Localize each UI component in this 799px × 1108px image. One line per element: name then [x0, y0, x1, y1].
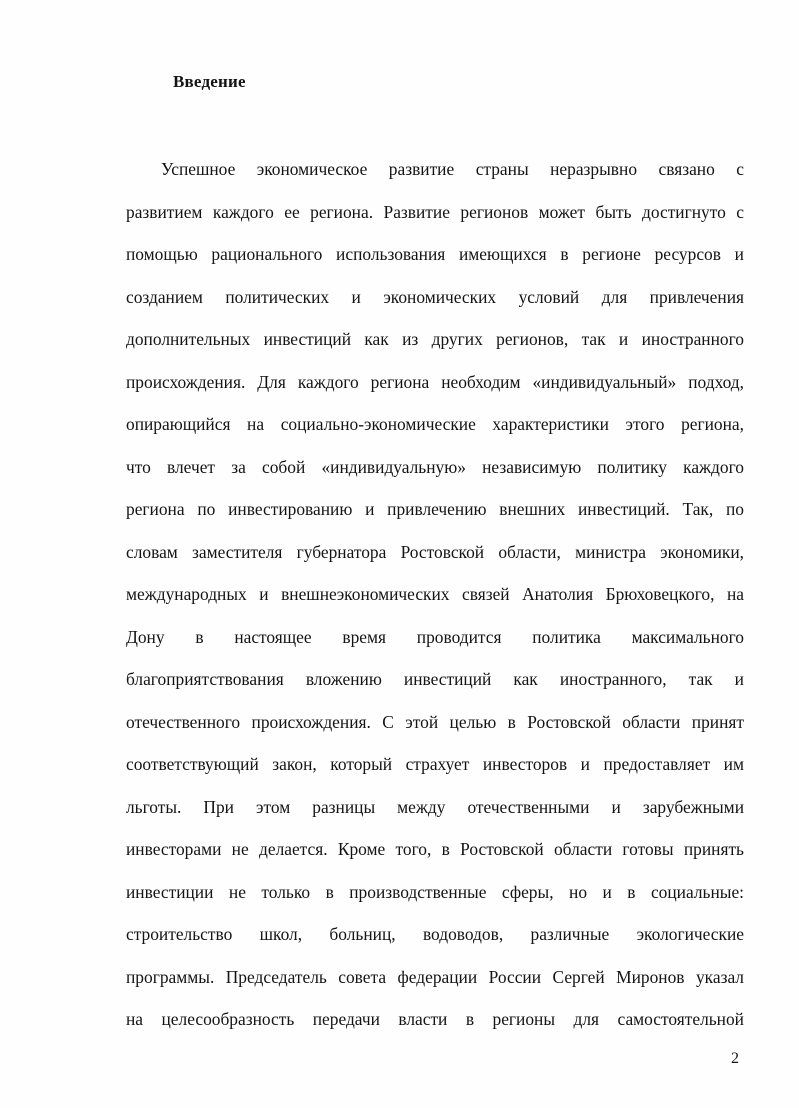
text-line: помощью рационального использования имеющихся в регионе ресурсов и — [126, 244, 744, 264]
body-text — [126, 153, 744, 1046]
text-line: региона по инвестированию и привлечению внешних инвестиций. Так, по — [126, 499, 744, 519]
text-line: соответствующий закон, который страхует инвесторов и предоставляет им — [126, 754, 744, 774]
text-line: словам заместителя губернатора Ростовской области, министра экономики, — [126, 541, 744, 562]
text-line: Успешное экономическое развитие страны неразрывно связано с — [161, 159, 744, 179]
text-line: льготы. При этом разницы между отечественными и зарубежными — [126, 796, 744, 817]
text-line: на целесообразность передачи власти в регионы для самостоятельной — [126, 1009, 744, 1029]
text-line: благоприятствования вложению инвестиций как иностранного, так и — [126, 669, 744, 689]
text-line: инвесторами не делается. Кроме того, в Ростовской области готовы принять — [126, 839, 744, 859]
text-line: программы. Председатель совета федерации России Сергей Миронов указал — [126, 966, 744, 987]
text-line: созданием политических и экономических условий для привлечения — [126, 286, 744, 307]
text-line: опирающийся на социально-экономические характеристики этого региона, — [126, 414, 744, 434]
text-line: международных и внешнеэкономических связей Анатолия Брюховецкого, на — [126, 584, 744, 604]
text-line: происхождения. Для каждого региона необходим «индивидуальный» подход, — [126, 371, 744, 392]
text-line: что влечет за собой «индивидуальную» независимую политику каждого — [126, 456, 744, 477]
text-line: отечественного происхождения. С этой целью в Ростовской области принят — [126, 711, 744, 732]
text-line: строительство школ, больниц, водоводов, различные экологические — [126, 924, 744, 944]
text-line: развитием каждого ее региона. Развитие регионов может быть достигнуто с — [126, 201, 744, 222]
page-number: 2 — [731, 1050, 739, 1067]
section-heading: Введение — [173, 72, 246, 91]
text-line: инвестиции не только в производственные сферы, но и в социальные: — [126, 881, 744, 902]
text-line: дополнительных инвестиций как из других регионов, так и иностранного — [126, 329, 744, 349]
text-line: Дону в настоящее время проводится политика максимального — [126, 626, 744, 647]
